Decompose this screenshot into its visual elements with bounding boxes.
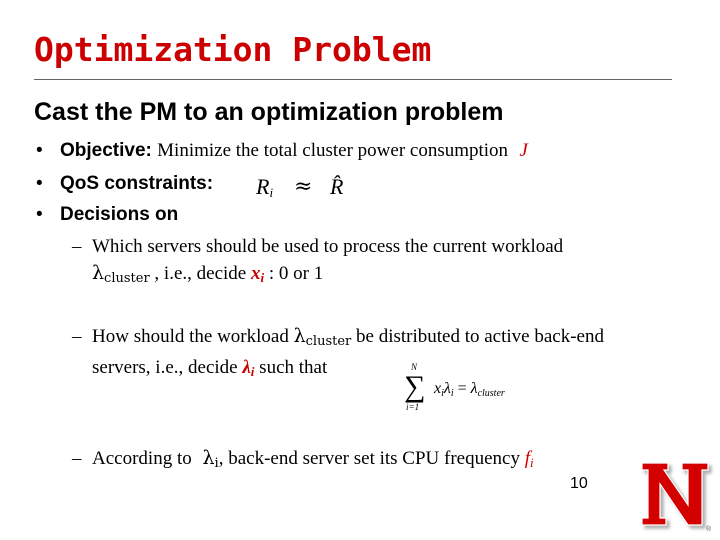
objective-label: Objective: xyxy=(60,140,152,161)
sub2-line1-post: be distributed to active back-end xyxy=(356,326,604,347)
objective-text: Minimize the total cluster power consumption xyxy=(157,140,509,161)
sub3-mid: , back-end server set its CPU frequency xyxy=(218,448,520,469)
sub-dash: – xyxy=(72,326,82,347)
sub-bullet-frequency xyxy=(72,445,534,477)
decisions-label: Decisions on xyxy=(60,204,179,225)
decision-x: $x_i$ xyxy=(250,263,265,285)
lambda-cluster: $\lambda_{cluster}$ xyxy=(92,262,150,286)
sub-dash: – xyxy=(72,236,82,257)
sub2-line2-post: such that xyxy=(259,357,328,378)
sub-dash: – xyxy=(72,448,82,469)
qos-approx: ≈ xyxy=(294,174,313,199)
n-logo-icon xyxy=(638,455,716,535)
sub3-pre: According to xyxy=(92,448,192,469)
bullet-objective xyxy=(36,140,528,162)
sum-symbol: ∑ xyxy=(404,370,426,403)
sub1-end: : 0 or 1 xyxy=(268,263,324,284)
sub2-line2-pre: servers, i.e., decide xyxy=(92,357,238,378)
decision-lambda-i: $\lambda_i$ xyxy=(242,357,255,379)
cpu-frequency: $f_i$ xyxy=(524,448,534,470)
objective-symbol: J xyxy=(519,140,528,161)
bullet-dot: • xyxy=(36,204,43,225)
bullet-decisions xyxy=(36,204,178,226)
bullet-dot: • xyxy=(36,173,43,194)
sub-bullet-distribution xyxy=(72,323,604,385)
svg-text:®: ® xyxy=(706,526,712,533)
qos-R: $R_i$ xyxy=(256,174,274,200)
title-divider xyxy=(34,79,672,80)
lambda-i: $\lambda_i$ xyxy=(202,447,219,471)
sum-body: $x_i\lambda_i = \lambda_{cluster}$ xyxy=(434,380,505,399)
slide-title: Optimization Problem xyxy=(34,30,432,69)
sum-upper: N xyxy=(411,362,418,372)
page-number: 10 xyxy=(570,475,588,492)
sub-bullet-servers xyxy=(72,234,563,292)
sub2-line1-pre: How should the workload xyxy=(92,326,289,347)
university-logo xyxy=(638,455,716,540)
slide-subtitle: Cast the PM to an optimization problem xyxy=(34,98,504,126)
sub1-line1: Which servers should be used to process the current workload xyxy=(92,236,564,257)
bullet-qos xyxy=(36,173,213,195)
sum-lower: i=1 xyxy=(406,402,420,412)
bullet-dot: • xyxy=(36,140,43,161)
sub1-mid: , i.e., decide xyxy=(154,263,247,284)
qos-R-hat: R̂ xyxy=(330,174,344,199)
lambda-cluster: $\lambda_{cluster}$ xyxy=(293,325,352,349)
qos-label: QoS constraints: xyxy=(60,173,214,194)
